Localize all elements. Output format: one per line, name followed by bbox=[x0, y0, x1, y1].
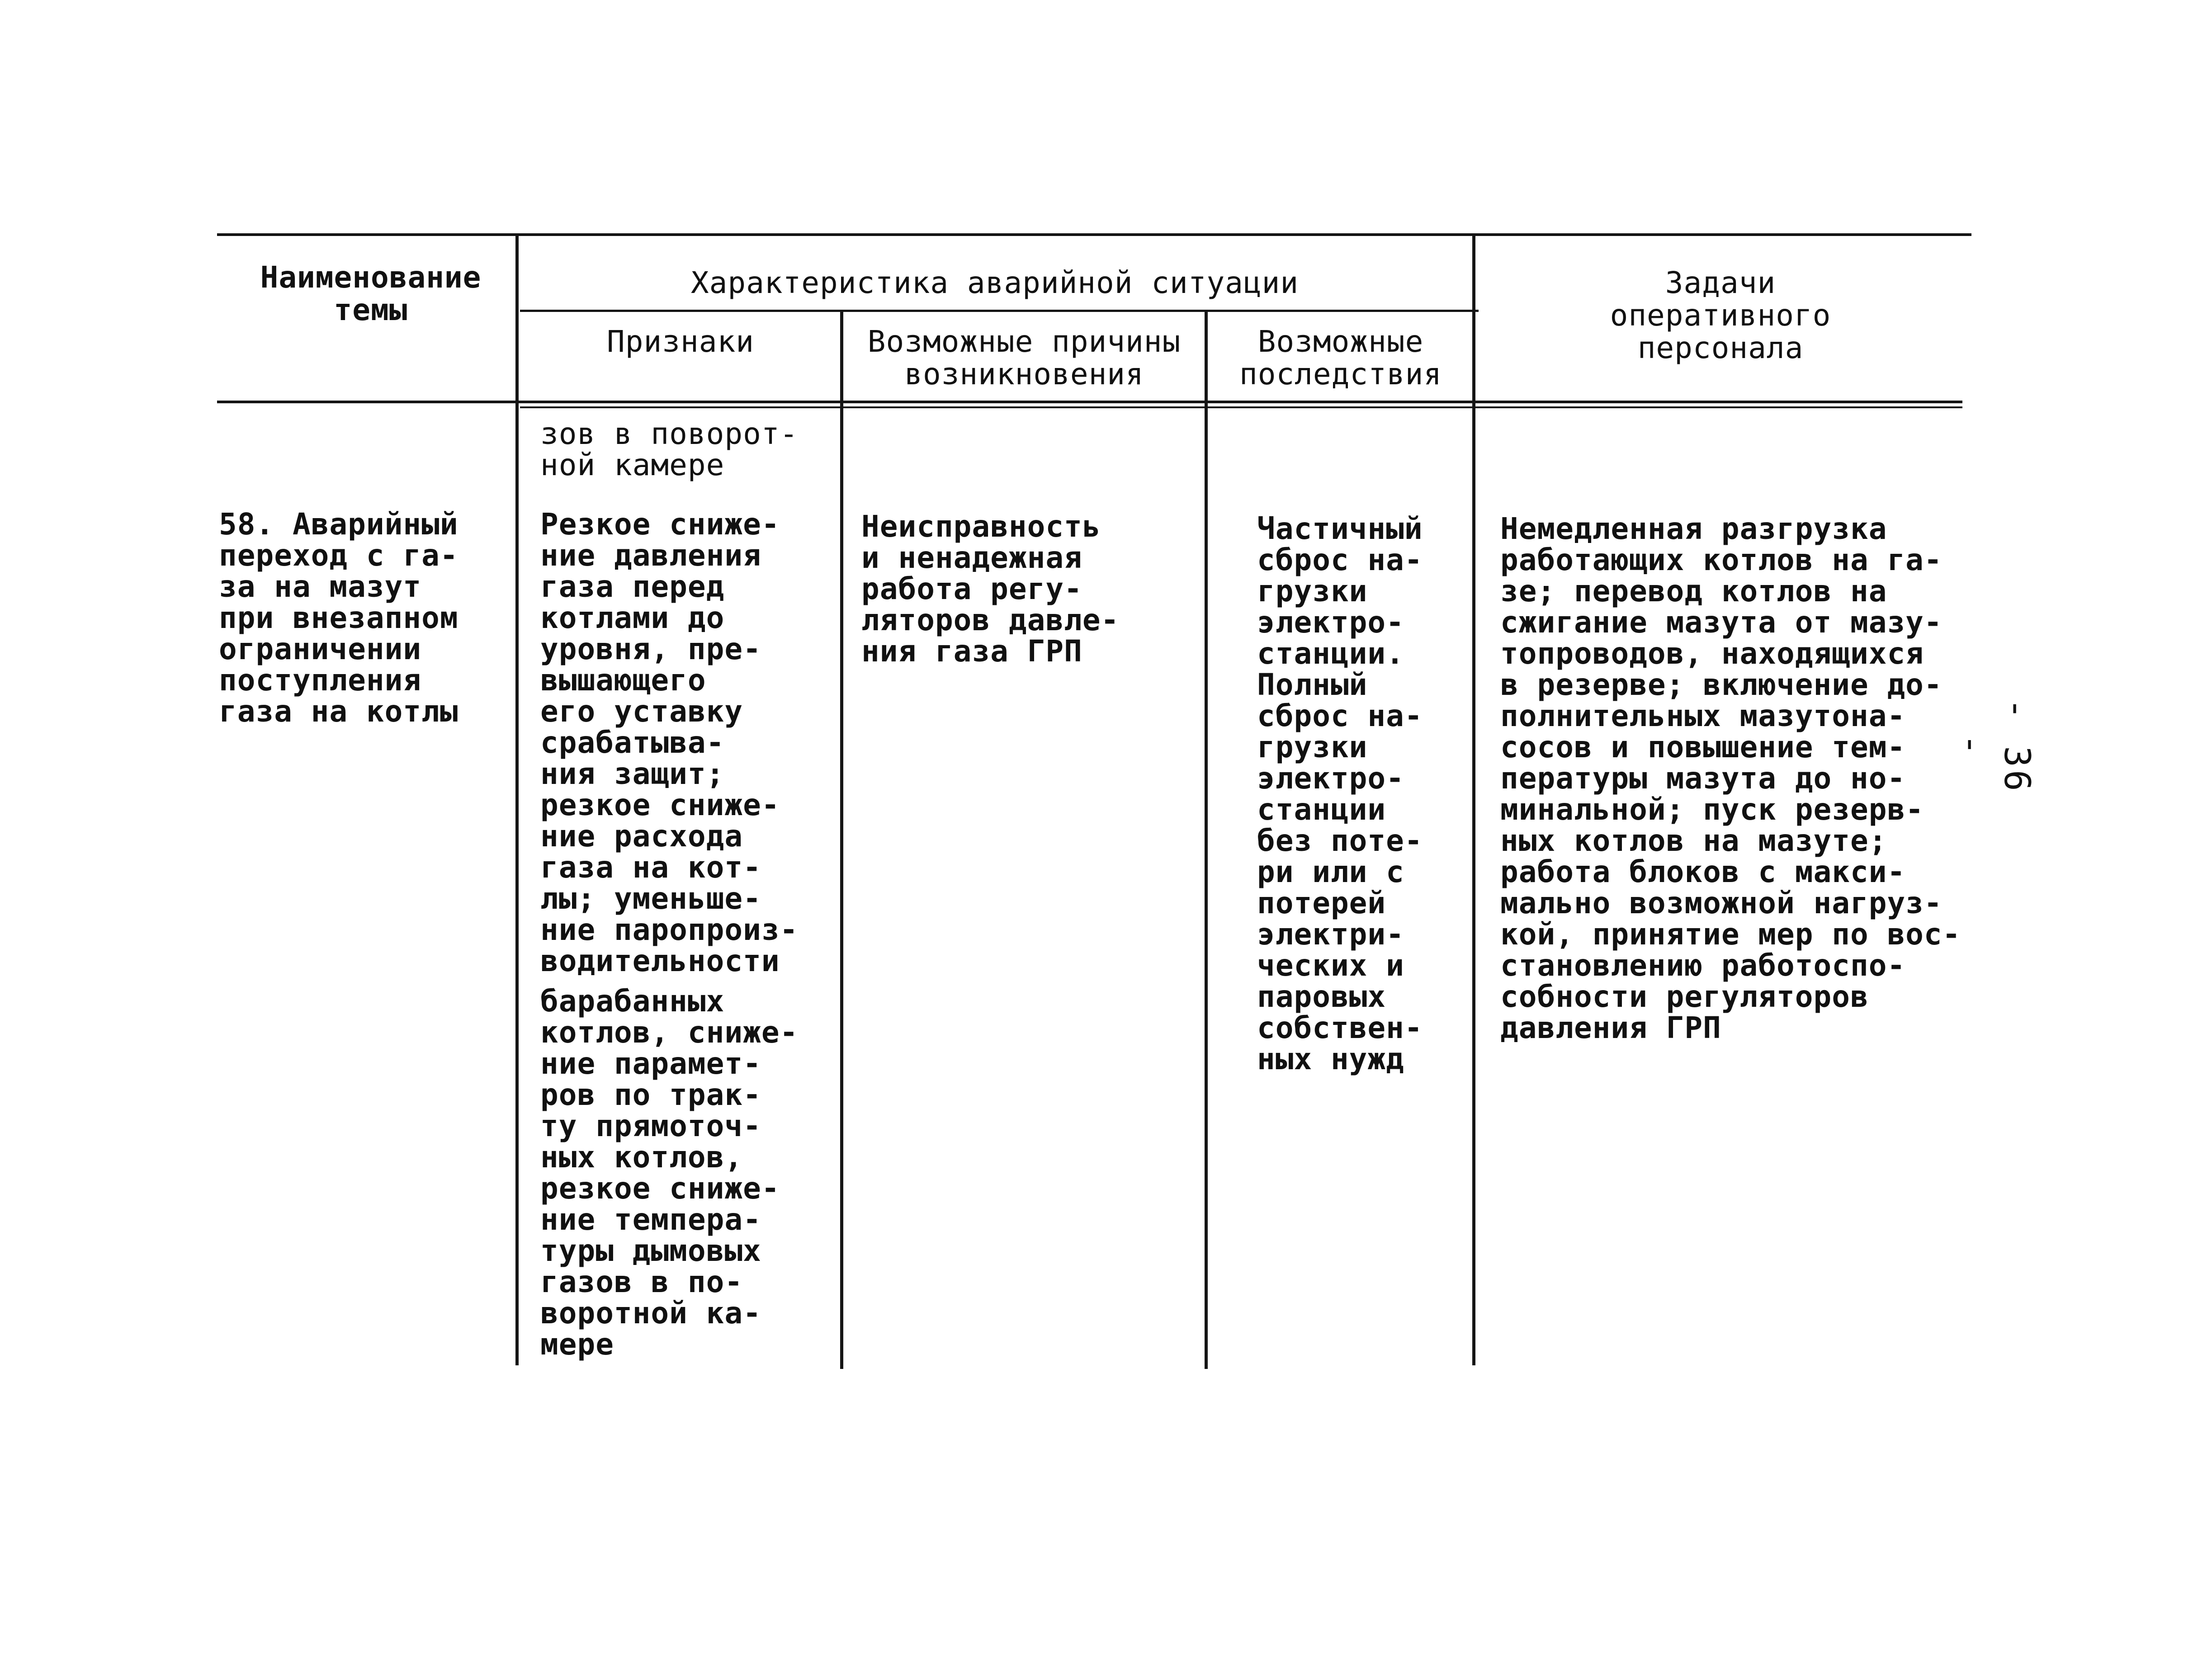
column-rule-2 bbox=[840, 311, 843, 1369]
header-theme-name: Наименование темы bbox=[260, 260, 482, 327]
page-number: - 36 - bbox=[1951, 698, 2037, 794]
column-rule-1 bbox=[515, 235, 519, 1365]
row-theme: 58. Аварийный переход с га- за на мазут при внезапном ограничении поступления газа на котлы bbox=[219, 507, 458, 729]
table-top-rule bbox=[217, 233, 1971, 236]
signs-continuation: зов в поворот- ной камере bbox=[540, 416, 799, 482]
header-consequences: Возможные последствия bbox=[1239, 324, 1442, 392]
row-consequences: Частичный сброс на- грузки электро- станции. Полный сброс на- грузки электро- станции без поте- ри или с потерей электри- ческих и паровых собствен- ных нужд bbox=[1257, 511, 1423, 1076]
column-rule-3 bbox=[1205, 311, 1208, 1369]
header-bottom-rule-2 bbox=[520, 406, 1962, 408]
header-signs: Признаки bbox=[607, 324, 754, 359]
header-characteristic: Характеристика аварийной ситуации bbox=[690, 265, 1299, 300]
row-signs-part1: Резкое сниже- ние давления газа перед котлами до уровня, пре- вышающего его уставку срабатыва- ния защит; резкое сниже- ние расхода газа на кот- лы; уменьше- ние паропроиз- водительности bbox=[540, 507, 799, 978]
row-signs-part2: барабанных котлов, сниже- ние парамет- ров по трак- ту прямоточ- ных котлов, резкое сниже- ние темпера- туры дымовых газов в по- воротной ка- мере bbox=[540, 984, 799, 1362]
header-bottom-rule bbox=[217, 401, 1962, 403]
header-causes: Возможные причины возникновения bbox=[867, 324, 1181, 392]
column-rule-4 bbox=[1472, 235, 1475, 1365]
header-tasks: Задачи оперативного персонала bbox=[1610, 265, 1831, 365]
subheader-rule bbox=[520, 310, 1479, 312]
row-tasks: Немедленная разгрузка работающих котлов на га- зе; перевод котлов на сжигание мазута от мазу- топроводов, находящихся в резерве; включение до- полнительных мазутона- сосов и повышение тем- пературы мазута до но- минальной; пуск резерв- ных котлов на мазуте; работа блоков с макси- мально возможной нагруз- кой, принятие мер по вос- становлению работоспо- собности регуляторов давления ГРП bbox=[1500, 511, 1961, 1045]
row-causes: Неисправность и ненадежная работа регу- ляторов давле- ния газа ГРП bbox=[861, 509, 1120, 669]
